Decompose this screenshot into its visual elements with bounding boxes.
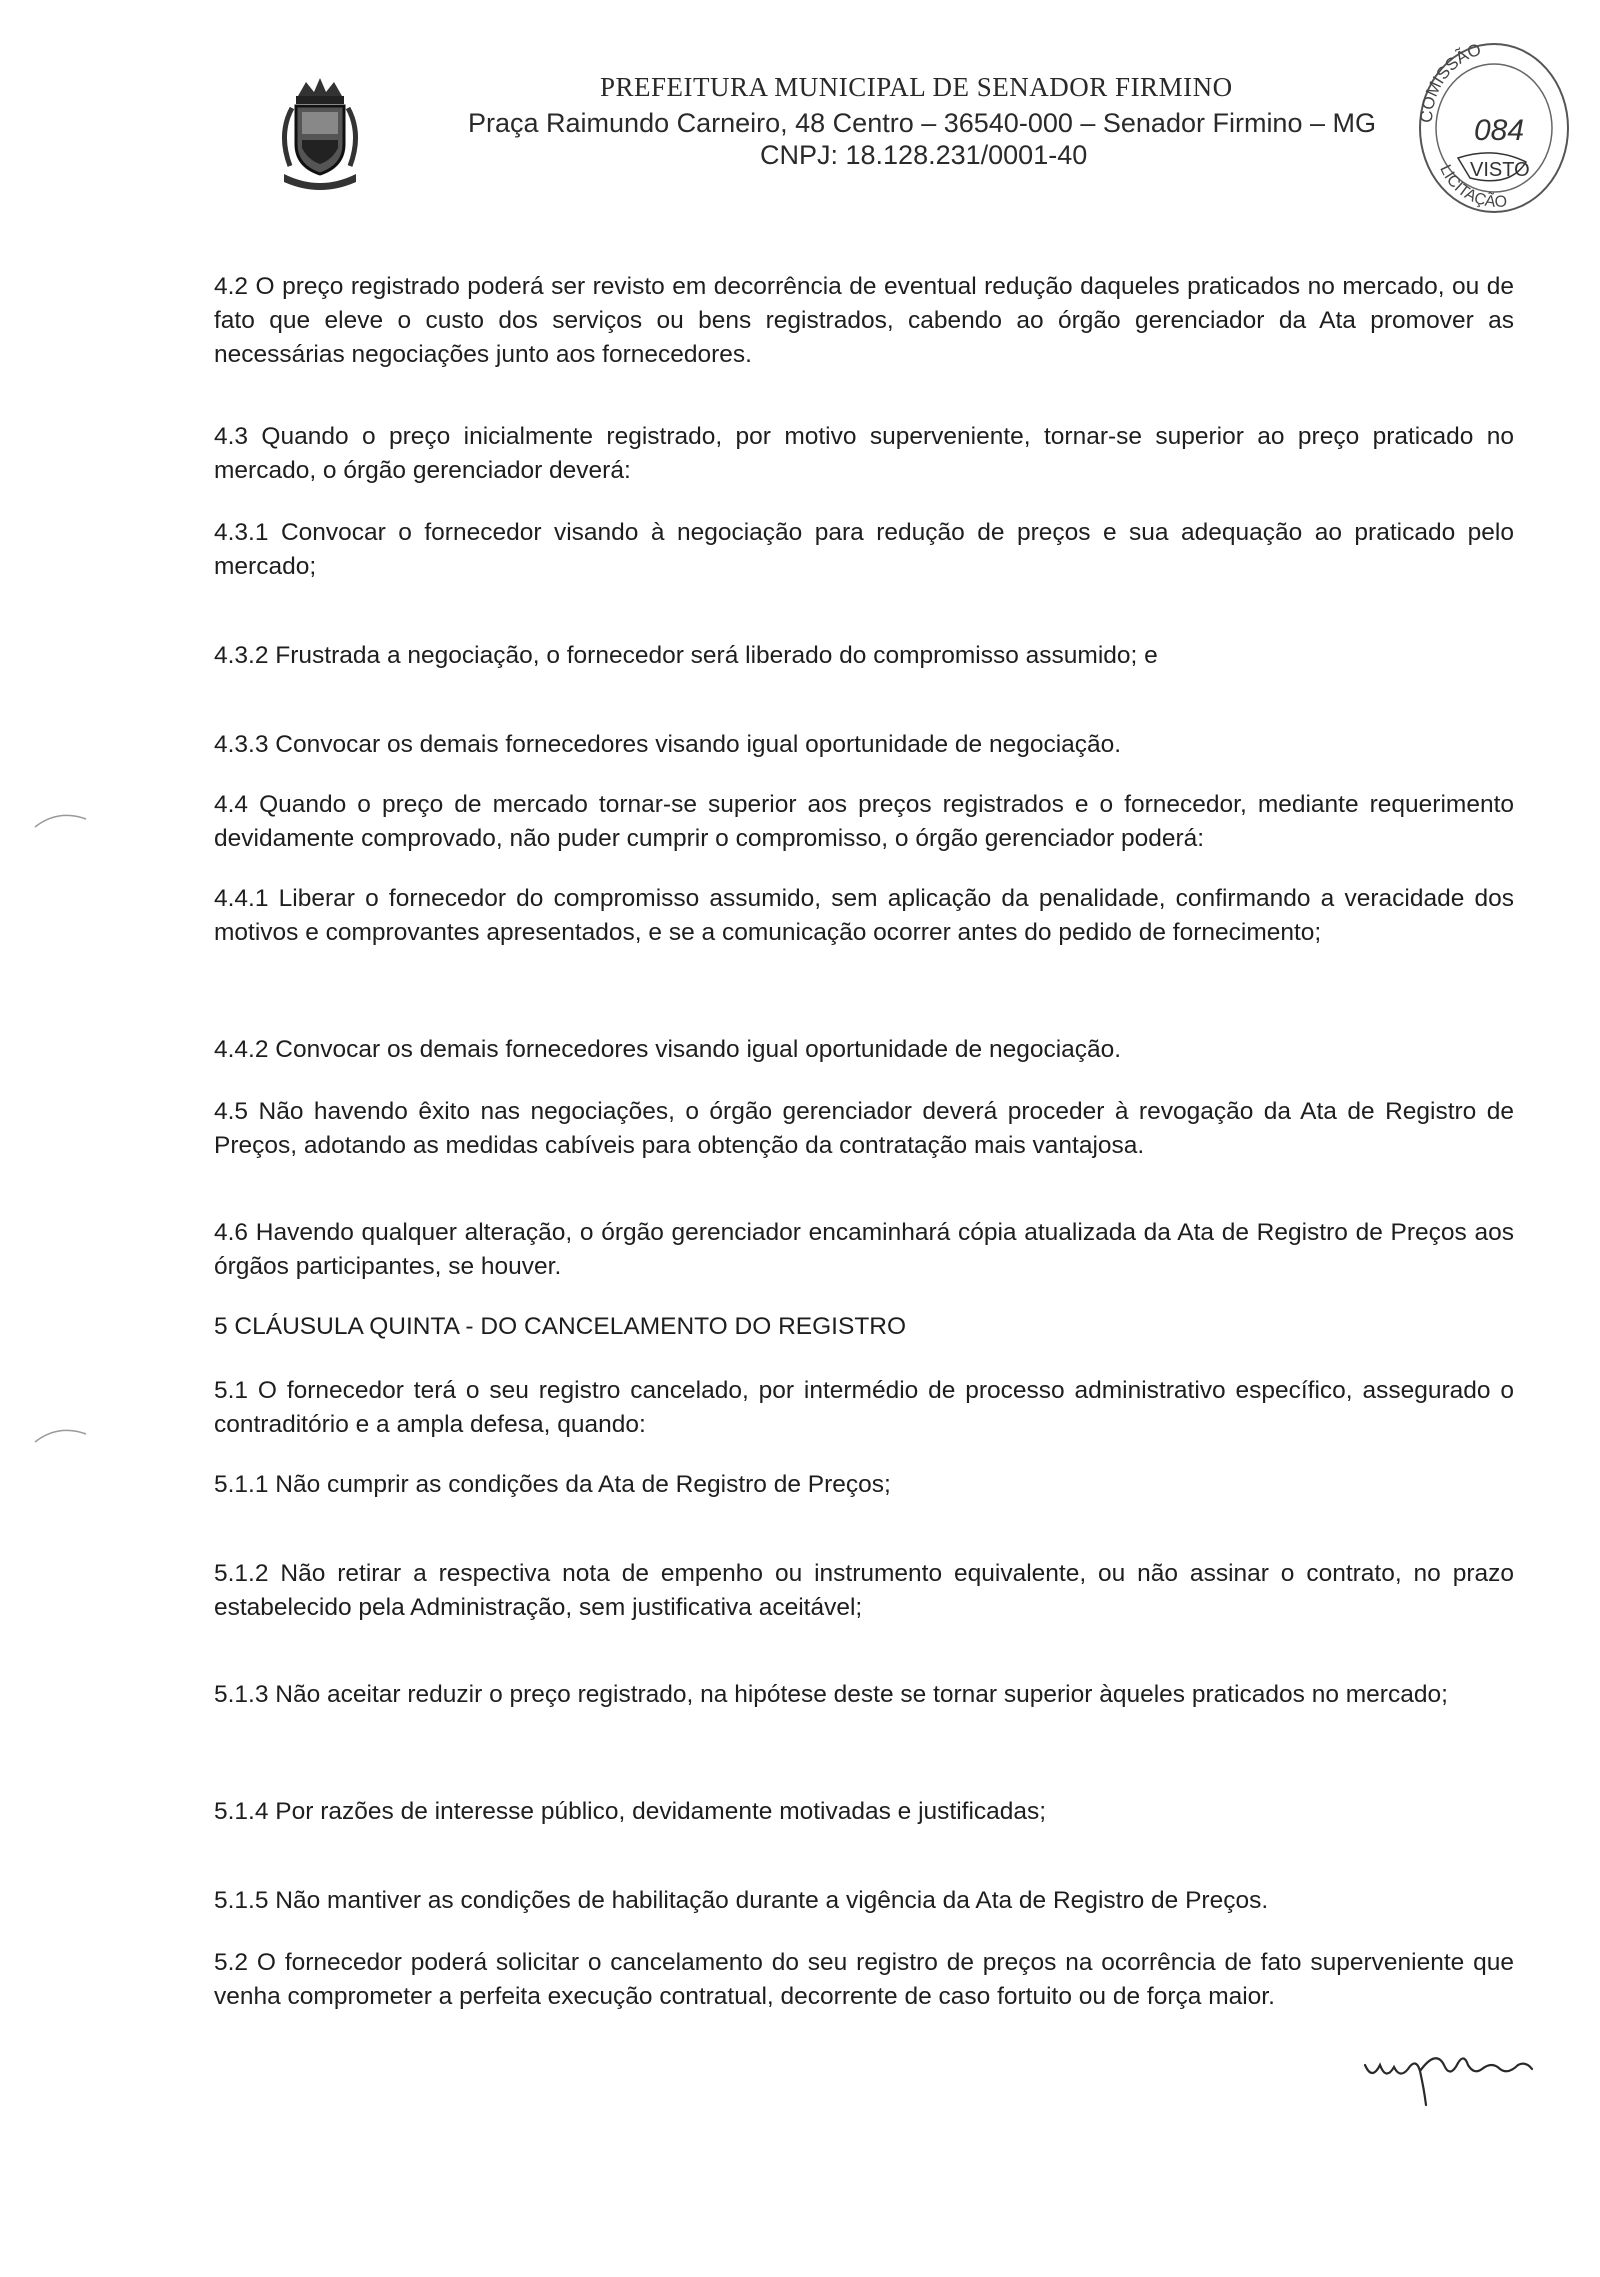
paragraph-5-1: 5.1 O fornecedor terá o seu registro cancelado, por intermédio de processo administrativo específico, assegurado o contraditório e a ampla defesa, quando: — [214, 1377, 1514, 1438]
scan-margin-mark — [30, 805, 90, 835]
paragraph-4-3-2: 4.3.2 Frustrada a negociação, o fornecedor será liberado do compromisso assumido; e — [214, 642, 1158, 669]
scan-margin-mark — [30, 1420, 90, 1450]
paragraph-5-1-3: 5.1.3 Não aceitar reduzir o preço registrado, na hipótese deste se tornar superior àqueles praticados no mercado; — [214, 1681, 1448, 1708]
header-title: PREFEITURA MUNICIPAL DE SENADOR FIRMINO — [600, 72, 1233, 102]
paragraph-4-6: 4.6 Havendo qualquer alteração, o órgão gerenciador encaminhará cópia atualizada da Ata de Registro de Preços aos órgãos participantes, se houver. — [214, 1219, 1514, 1280]
stamp-bottom-text: LICITAÇÃO — [1436, 162, 1508, 212]
header-cnpj: CNPJ: 18.128.231/0001-40 — [760, 140, 1088, 170]
commission-stamp — [1410, 28, 1575, 218]
svg-text:COMISSÃO — [1417, 40, 1484, 124]
paragraph-4-3-1: 4.3.1 Convocar o fornecedor visando à negociação para redução de preços e sua adequação ao praticado pelo mercado; — [214, 519, 1514, 580]
paragraph-4-4-2: 4.4.2 Convocar os demais fornecedores visando igual oportunidade de negociação. — [214, 1036, 1122, 1063]
paragraph-5-1-1: 5.1.1 Não cumprir as condições da Ata de Registro de Preços; — [214, 1471, 891, 1498]
paragraph-5-1-5: 5.1.5 Não mantiver as condições de habilitação durante a vigência da Ata de Registro de Preços. — [214, 1887, 1269, 1914]
paragraph-4-4-1: 4.4.1 Liberar o fornecedor do compromisso assumido, sem aplicação da penalidade, confirmando a veracidade dos motivos e comprovantes apresentados, e se a comunicação ocorrer antes do pedido de fornecimento; — [214, 885, 1514, 946]
paragraph-4-3-3: 4.3.3 Convocar os demais fornecedores visando igual oportunidade de negociação. — [214, 731, 1122, 758]
handwritten-signature — [1360, 2035, 1545, 2110]
paragraph-4-4: 4.4 Quando o preço de mercado tornar-se superior aos preços registrados e o fornecedor, mediante requerimento devidamente comprovado, não puder cumprir o compromisso, o órgão gerenciador poderá: — [214, 791, 1514, 852]
paragraph-5-1-4: 5.1.4 Por razões de interesse público, devidamente motivadas e justificadas; — [214, 1798, 1047, 1825]
paragraph-5-1-2: 5.1.2 Não retirar a respectiva nota de empenho ou instrumento equivalente, ou não assinar o contrato, no prazo estabelecido pela Administração, sem justificativa aceitável; — [214, 1560, 1514, 1621]
municipal-coat-of-arms-icon — [270, 74, 370, 194]
paragraph-4-2: 4.2 O preço registrado poderá ser revisto em decorrência de eventual redução daqueles praticados no mercado, ou de fato que eleve o custo dos serviços ou bens registrados, cabendo ao órgão gerenciador da Ata promover as necessárias negociações junto aos fornecedores. — [214, 273, 1514, 368]
clause-5-heading: 5 CLÁUSULA QUINTA - DO CANCELAMENTO DO REGISTRO — [214, 1313, 907, 1340]
paragraph-4-3: 4.3 Quando o preço inicialmente registrado, por motivo superveniente, tornar-se superior ao preço praticado no mercado, o órgão gerenciador deverá: — [214, 423, 1514, 484]
header-address: Praça Raimundo Carneiro, 48 Centro – 36540-000 – Senador Firmino – MG — [468, 108, 1376, 138]
paragraph-4-5: 4.5 Não havendo êxito nas negociações, o órgão gerenciador deverá proceder à revogação da Ata de Registro de Preços, adotando as medidas cabíveis para obtenção da contratação mais vantajosa. — [214, 1098, 1514, 1159]
paragraph-5-2: 5.2 O fornecedor poderá solicitar o cancelamento do seu registro de preços na ocorrência de fato superveniente que venha comprometer a perfeita execução contratual, decorrente de caso fortuito ou de força maior. — [214, 1949, 1514, 2010]
stamp-top-text: COMISSÃO — [1416, 39, 1484, 124]
stamp-mark: VISTO — [1470, 159, 1530, 181]
stamp-number: 084 — [1474, 114, 1525, 147]
